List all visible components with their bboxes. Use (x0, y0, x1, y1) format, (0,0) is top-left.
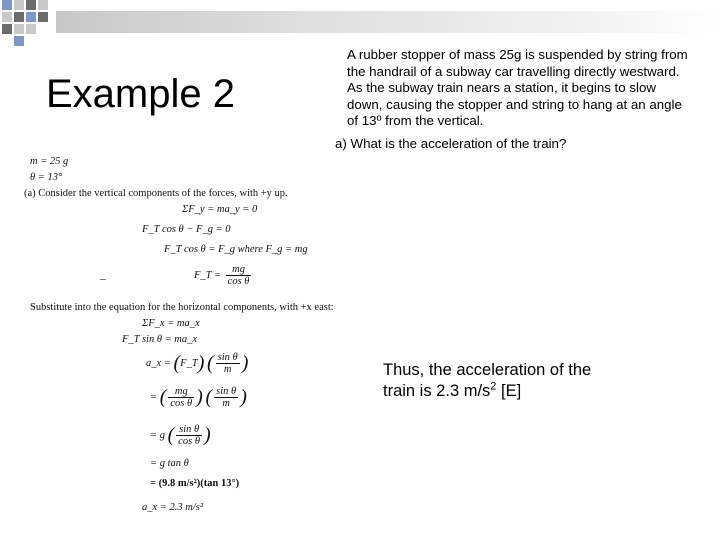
eq-ax-ft: F_T (180, 357, 198, 369)
answer-suffix: [E] (496, 382, 522, 400)
problem-statement: A rubber stopper of mass 25g is suspended by string from the handrail of a subway car travelling directly westward. As the subway train nears a station, it begins to slow down, causing the stopper and string to hang at an angle of 13º from the vertical. (347, 47, 688, 129)
fraction (216, 352, 240, 375)
answer-text (383, 360, 623, 402)
fraction-denominator: m (223, 364, 232, 375)
eq-numeric: = (9.8 m/s²)(tan 13°) (150, 478, 240, 489)
given-angle: θ = 13° (30, 172, 63, 183)
fraction-numerator: sin θ (216, 386, 237, 397)
given-mass: m = 25 g (30, 156, 69, 167)
fraction-denominator: cos θ (227, 276, 250, 287)
fraction-denominator: cos θ (178, 436, 201, 447)
fraction (214, 386, 238, 409)
fraction-numerator: sin θ (176, 424, 202, 436)
fraction (226, 264, 252, 287)
slide-title: Example 2 (46, 72, 235, 116)
fraction (168, 386, 194, 409)
eq-ft-label: F_T = (194, 269, 222, 281)
fraction-numerator: sin θ (217, 352, 238, 363)
eq-ax-line2: = ( $\frac{mg}{\text{cos θ}}$ ) ( $\frac{\text{sin θ}}{m}$ ) (150, 386, 247, 409)
step-a-text: (a) Consider the vertical components of the forces, with +y up. (24, 188, 288, 199)
step-substitute-text: Substitute into the equation for the horizontal components, with +x east: (30, 302, 334, 313)
eq-ft-cos-eq-fg: F_T cos θ = F_g where F_g = mg (164, 244, 308, 255)
eq-sum-fy: ΣF_y = ma_y = 0 (182, 204, 258, 215)
answer-main: Thus, the acceleration of the train is 2.3 m/s (383, 361, 592, 400)
title-bar-stripe (56, 11, 720, 33)
eq-g: g (159, 429, 165, 441)
eq-result: a_x = 2.3 m/s² (142, 502, 203, 513)
eq-ax-line1: a_x = (F_T) ( $\frac{\text{sin θ}}{m}$ ) (146, 352, 249, 375)
fraction-denominator: m (222, 398, 230, 409)
eq-ax-label: a_x = (146, 357, 171, 369)
answer-superscript: 2 (490, 380, 497, 393)
eq-ft (194, 264, 253, 287)
fraction-denominator: cos θ (170, 398, 193, 409)
eq-sum-fx: ΣF_x = ma_x (142, 318, 200, 329)
fraction (176, 424, 202, 447)
solution-image (24, 152, 364, 532)
stray-mark (100, 279, 106, 280)
question-text: a) What is the acceleration of the train? (335, 136, 567, 151)
eq-ft-sin: F_T sin θ = ma_x (122, 334, 198, 345)
eq-ax-line3: = g ( $\frac{\text{sin θ}}{\text{cos θ}}$ ) (150, 424, 211, 447)
eq-ft-cos-minus-fg: F_T cos θ − F_g = 0 (142, 224, 231, 235)
fraction-numerator: mg (226, 264, 252, 276)
eq-g-tan: = g tan θ (150, 458, 189, 469)
fraction-numerator: mg (168, 386, 194, 398)
